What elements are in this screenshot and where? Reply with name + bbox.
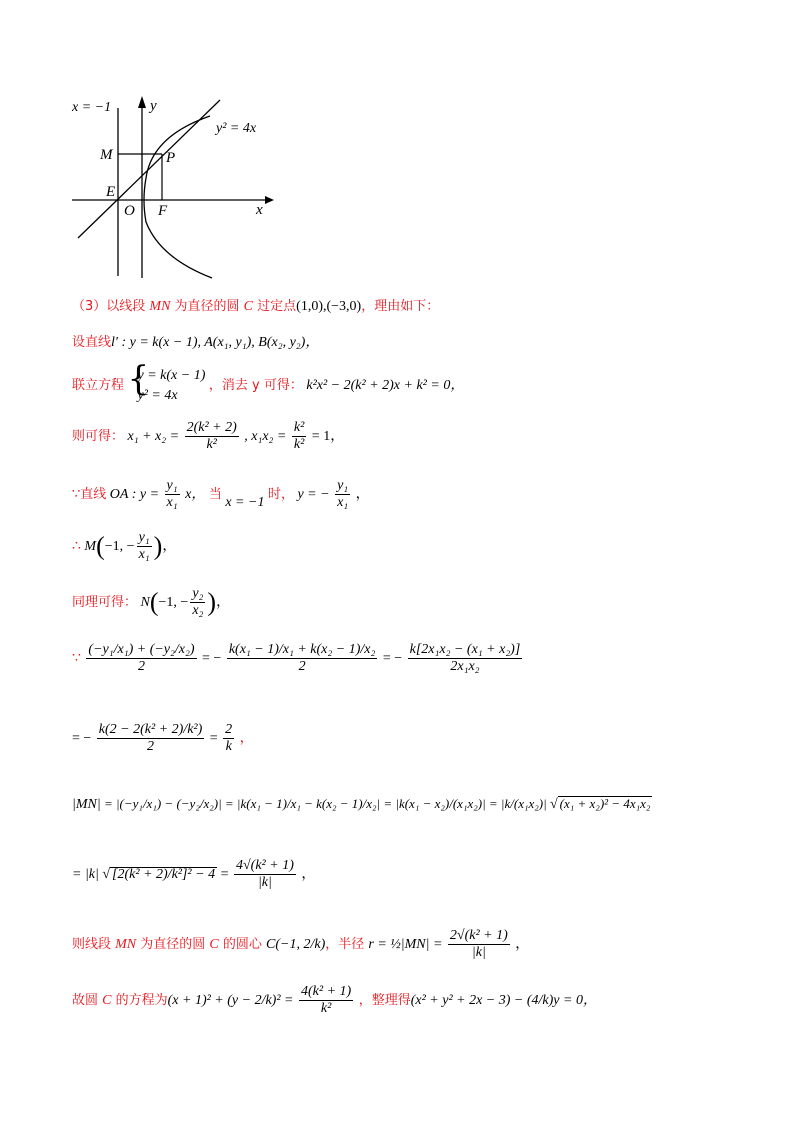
fraction-n: $\frac{\text{y₂}}{\text{x₂}}$ xyxy=(192,586,204,619)
line-oa: ∵直线 OA : y = $\frac{\text{y₁}}{\text{x₁}}$ x， 当 x = −1 时， y = − $\frac{\text{y₁}}{\text{x₁}}$ ， xyxy=(72,478,370,511)
secant-line xyxy=(78,100,220,238)
line-m-point: ∴ M(−1, − $\frac{\text{y₁}}{\text{x₁}}$ )， xyxy=(72,530,177,563)
label-m: M xyxy=(100,147,113,163)
fraction-midpoint-d: $\frac{\text{k(2 − 2(k² + 2)/k²)}}{2}$ xyxy=(98,722,203,755)
label-f: F xyxy=(158,203,168,219)
fraction-two-over-k: $\frac{2}{k}$ xyxy=(225,722,233,755)
line-midpoint: ∵ $\frac{\text{(−y₁/x₁) + (−y₂/x₂)}}{2}$ = − $\frac{\text{k(x₁ − 1)/x₁ + k(x₂ − 1)/x₂}}{2}$ = − $\frac{\text{k[2x₁x₂ − (x₁ + x₂)]}}{\text{2x₁x₂}}$ xyxy=(72,642,521,675)
label-x-axis: x xyxy=(256,202,263,218)
label-y-axis: y xyxy=(150,98,157,114)
fraction-y: $\frac{\text{y₁}}{\text{x₁}}$ xyxy=(337,478,349,511)
line-n-point: 同理可得： N(−1, − $\frac{\text{y₂}}{\text{x₂}}$ )， xyxy=(72,586,231,619)
line-vieta: 则可得： x₁ + x₂ = $\frac{\text{2(k² + 2)}}{\text{k²}}$ , x₁x₂ = $\frac{\text{k²}}{\text{k²}}$ = 1， xyxy=(72,420,345,453)
label-p: P xyxy=(166,150,176,166)
solution-part3-intro: （3）以线段 MN 为直径的圆 C 过定点(1,0),(−3,0)，理由如下： xyxy=(72,299,440,314)
fraction-mn: $\frac{\text{4√(k² + 1)}}{|k|}$ xyxy=(235,858,294,891)
fraction-midpoint-c: $\frac{\text{k[2x₁x₂ − (x₁ + x₂)]}}{\text{2x₁x₂}}$ xyxy=(409,642,521,675)
fraction-oa: $\frac{\text{y₁}}{\text{x₁}}$ xyxy=(166,478,178,511)
fraction-sum: $\frac{\text{2(k² + 2)}}{\text{k²}}$ xyxy=(186,420,237,453)
line-system: 联立方程 { y = k(x − 1) y² = 4x ，消去 y 可得： k²x² − 2(k² + 2)x + k² = 0， xyxy=(72,366,464,405)
y-axis-arrow xyxy=(138,96,146,108)
fraction-midpoint-a: $\frac{\text{(−y₁/x₁) + (−y₂/x₂)}}{2}$ xyxy=(88,642,195,675)
label-o: O xyxy=(124,203,135,219)
fraction-m: $\frac{\text{y₁}}{\text{x₁}}$ xyxy=(138,530,150,563)
equation-system: { y = k(x − 1) y² = 4x xyxy=(127,359,206,403)
fraction-circle: $\frac{\text{4(k² + 1)}}{\text{k²}}$ xyxy=(301,984,352,1017)
label-line: x = −1 xyxy=(72,100,112,115)
line-mn-length: |MN| = |(−y₁/x₁) − (−y₂/x₂)| = |k(x₁ − 1)/x₁ − k(x₂ − 1)/x₂| = |k(x₁ − x₂)/(x₁x₂)| = |k/(x₁x₂)| √ (x₁ + x₂)² − 4x₁x₂ xyxy=(72,796,651,812)
fraction-radius: $\frac{\text{2√(k² + 1)}}{|k|}$ xyxy=(449,928,508,961)
line-mn-result: = |k| √ [2(k² + 2)/k²]² − 4 = $\frac{\text{4√(k² + 1)}}{|k|}$ ， xyxy=(72,858,316,891)
label-curve: y² = 4x xyxy=(216,121,257,136)
fraction-product: $\frac{\text{k²}}{\text{k²}}$ xyxy=(293,420,305,453)
parabola-figure xyxy=(60,88,290,288)
line-setup: 设直线l′ : y = k(x − 1), A(x₁, y₁), B(x₂, y₂)， xyxy=(72,335,320,350)
label-e: E xyxy=(106,184,116,200)
line-midpoint-result: = − $\frac{\text{k(2 − 2(k² + 2)/k²)}}{2}$ = $\frac{2}{k}$ ， xyxy=(72,722,254,755)
line-circle-center: 则线段 MN 为直径的圆 C 的圆心 C(−1, 2/k)，半径 r = ½|MN| = $\frac{\text{2√(k² + 1)}}{|k|}$ ， xyxy=(72,928,530,961)
x-axis-arrow xyxy=(265,196,274,204)
line-circle-equation: 故圆 C 的方程为(x + 1)² + (y − 2/k)² = $\frac{\text{4(k² + 1)}}{\text{k²}}$ ，整理得(x² + y² + 2x − 3) − (4/k)y = 0， xyxy=(72,984,597,1017)
fraction-midpoint-b: $\frac{\text{k(x₁ − 1)/x₁ + k(x₂ − 1)/x₂}}{2}$ xyxy=(228,642,376,675)
